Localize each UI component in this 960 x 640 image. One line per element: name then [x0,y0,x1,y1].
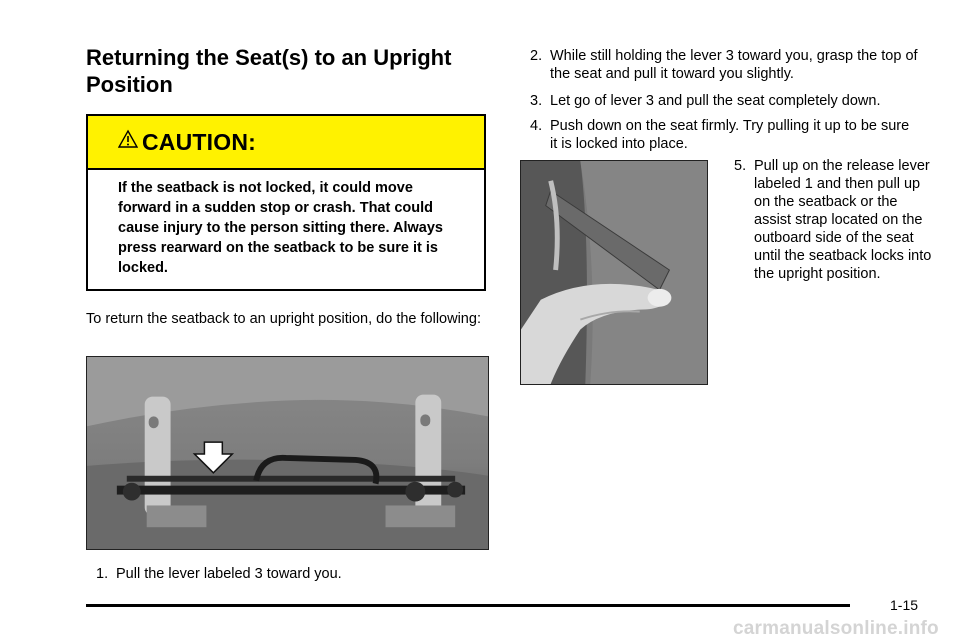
list-item [734,157,934,283]
step-number: 5. [734,158,747,174]
step-text: Pull up on the release lever labeled 1 and then pull up on the seatback or the assist strap located on the outboard side of the seat until the seatback locks into the upright position. [754,158,932,282]
list-item [96,565,486,583]
list-item [530,92,930,110]
footer-divider [86,604,850,607]
list-item [530,47,930,83]
step-number: 1. [96,566,109,582]
step-text: Pull the lever labeled 3 toward you. [116,566,342,582]
step-text: While still holding the lever 3 toward you, grasp the top of the seat and pull it toward you slightly. [550,48,918,82]
watermark: carmanualsonline.info [733,618,939,639]
step-text: Push down on the seat firmly. Try pulling it up to be sure it is locked into place. [550,118,910,152]
caution-text: If the seatback is not locked, it could move forward in a sudden stop or crash. That could cause injury to the person sitting there. Always press rearward on the seatback to be sure it is locked. [118,180,443,276]
intro-paragraph: To return the seatback to an upright position, do the following: [86,311,481,327]
caution-title: CAUTION: [142,128,257,155]
page-number: 1-15 [890,597,919,613]
section-heading: Returning the Seat(s) to an Upright Position [86,45,452,97]
step-number: 2. [530,48,543,64]
step-number: 4. [530,118,543,134]
list-item [530,117,915,153]
step-text: Let go of lever 3 and pull the seat completely down. [550,93,881,109]
step-number: 3. [530,93,543,109]
